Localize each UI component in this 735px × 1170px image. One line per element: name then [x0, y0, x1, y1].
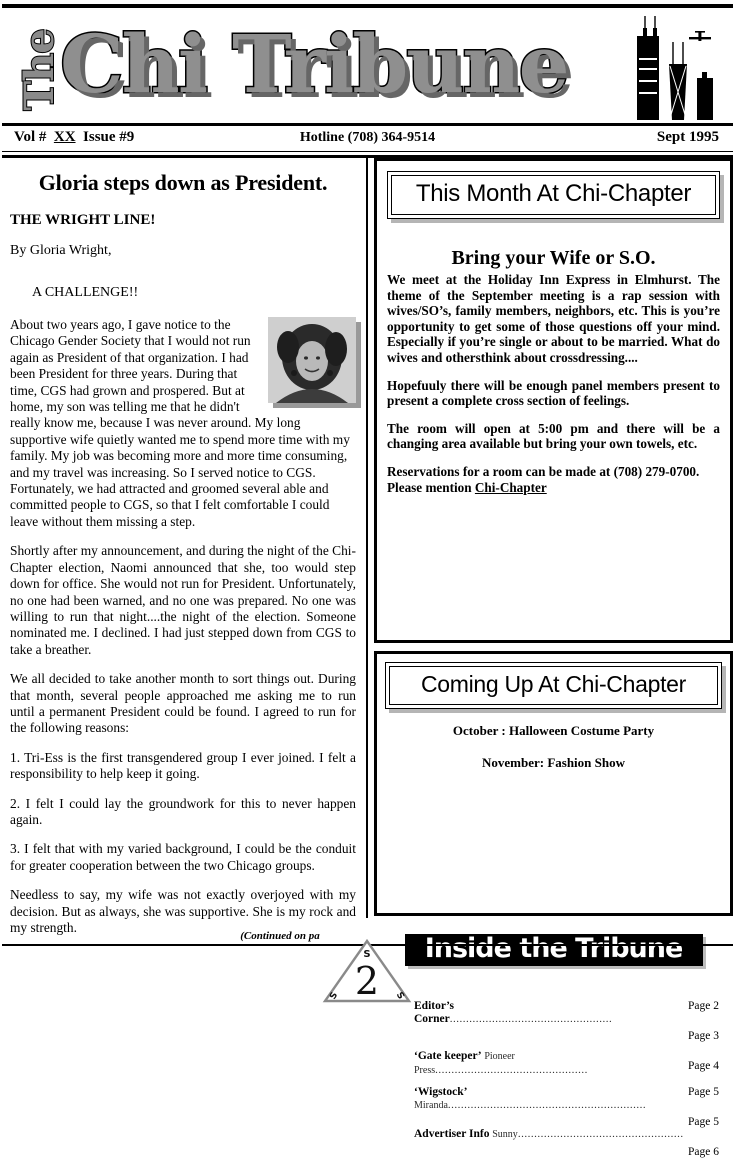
toc-title-cont: Miranda: [414, 1100, 448, 1112]
toc-leader: .............................................................: [447, 1099, 647, 1112]
issue-date: Sept 1995: [656, 129, 719, 145]
toc-entry-cont: [414, 1013, 612, 1025]
article-paragraph: Needless to say, my wife was not exactly overjoyed with my decision. But as always, she was supportive. She is my rock and my strength.: [10, 887, 356, 935]
photo-image: [268, 317, 356, 403]
masthead-the-word: The: [16, 29, 63, 111]
toc-title-cont: Corner: [414, 1013, 450, 1026]
this-month-banner: [387, 171, 720, 219]
coming-up-events: [383, 723, 724, 771]
toc-leader: ...............................................: [435, 1064, 588, 1077]
reservations-block: [385, 464, 722, 495]
toc-leader: ..................................................: [449, 1013, 613, 1026]
toc-page: Page 3: [688, 1030, 719, 1043]
portrait-photo: [268, 317, 356, 403]
article-paragraph: 2. I felt I could lay the groundwork for this to never happen again.: [10, 795, 356, 827]
byline: By Gloria Wright,: [10, 243, 112, 258]
article-paragraph: 3. I felt that with my varied background, I could be the conduit for greater cooperation between the two Chicago groups.: [10, 841, 356, 873]
coming-up-event: November: Fashion Show: [481, 755, 625, 770]
volume-bar: [2, 126, 733, 152]
right-column: [374, 158, 733, 1159]
mention-prefix: Please mention: [387, 479, 475, 495]
article-paragraph: 1. Tri-Ess is the first transgendered group I ever joined. I felt a responsibility to help keep it going.: [10, 749, 356, 782]
coming-up-banner: [385, 662, 722, 709]
svg-text:S: S: [363, 949, 371, 960]
left-column: [2, 158, 368, 935]
inside-title: Inside the Tribune: [405, 934, 703, 966]
masthead-title: Chi Tribune: [60, 17, 568, 111]
coming-up-event: October : Halloween Costume Party: [452, 723, 655, 738]
article-body: [10, 317, 356, 936]
this-month-paragraph: Hopefuuly there will be enough panel members present to present a complete cross section of feelings.: [387, 377, 720, 409]
airplane-icon: [689, 31, 711, 41]
article-paragraph: Shortly after my announcement, and during the night of the Chi-Chapter election, Naomi announced that she, too would step down for office. She would not run for President. Unfortunately, no one had been warned, and no one was prepared. No one was willing to run that night....the night of the election. Someone nominated me. I declined. I had just stepped down from CGS to take a breather.: [10, 543, 356, 657]
vol-label: Vol #: [14, 129, 47, 145]
toc-entry-title: [414, 1000, 454, 1012]
vol-number: XX: [53, 129, 76, 145]
toc-entry-cont: [414, 1064, 588, 1076]
chicago-skyline-icon: [619, 14, 727, 124]
toc-entry-title: [414, 1128, 684, 1140]
article-paragraph: About two years ago, I gave notice to the Chicago Gender Society that I would not run again as President of that organization. I had been President for three years. During that time, CGS had grown and prospered. But at home, my son was telling me that he didn't really know me, because I was never around. My long supportive wife quietly wanted me to spend more time with my family. My job was becoming more and more time consuming, and my travel was increasing. So I served notice to CGS. Fortunately, we had attracted and groomed several able and committed people to CGS, so that I felt comfortable I could leave without them missing a step.: [10, 317, 350, 529]
this-month-box: [374, 158, 733, 643]
toc-entry-title: [414, 1086, 467, 1098]
tri-ess-triangle-logo: [322, 938, 412, 1004]
continued-note: (Continued on pa: [240, 930, 320, 942]
toc-title-cont: Press: [414, 1065, 436, 1077]
reservations-line: Reservations for a room can be made at (708) 279-0700.: [387, 463, 700, 479]
svg-text:S: S: [328, 990, 341, 1002]
toc-page: Page 2: [688, 1000, 719, 1013]
toc-page: Page 6: [688, 1146, 719, 1159]
page-body: [2, 158, 733, 1159]
toc-page: Page 4: [688, 1060, 719, 1073]
toc-leader: ...................................................: [517, 1128, 684, 1141]
toc-entry-title: [414, 1050, 515, 1062]
masthead: [2, 4, 733, 126]
inside-the-tribune: [374, 934, 733, 1170]
toc-title: ‘Wigstock’: [414, 1086, 468, 1099]
toc-entry-cont: [414, 1099, 646, 1111]
chi-chapter-mention: Chi-Chapter: [474, 479, 547, 495]
article-kicker: A CHALLENGE!!: [32, 285, 139, 300]
coming-up-banner-label: Coming Up At Chi-Chapter: [389, 666, 718, 705]
column-name: THE WRIGHT LINE!: [10, 212, 156, 228]
hotline-text: Hotline (708) 364-9514: [299, 130, 436, 145]
this-month-paragraph: The room will open at 5:00 pm and there will be a changing area available but bring your own towels, etc.: [387, 420, 720, 452]
toc-author: Sunny: [492, 1129, 518, 1141]
article-paragraph: We all decided to take another month to sort things out. During that month, several people approached me asking me to run until a permanent President could be found. I agreed to run for the following reasons:: [10, 671, 356, 736]
this-month-body: [385, 272, 722, 495]
toc-page: Page 5: [688, 1116, 719, 1129]
issue-number: Issue #9: [83, 129, 135, 145]
toc-title: Editor’s: [414, 1000, 455, 1013]
this-month-paragraph: We meet at the Holiday Inn Express in Elmhurst. The theme of the September meeting is a rap session with wives/SO’s, family members, neighbors, etc. This is you’re opportunity to get some of those questions off your mind. Especially if you’re single or about to be married. What do wives and othersthink about crossdressing....: [387, 272, 720, 365]
toc-author: Pioneer: [484, 1051, 515, 1063]
this-month-subhead: Bring your Wife or S.O.: [451, 247, 656, 269]
page-title: Gloria steps down as President.: [38, 170, 328, 195]
svg-text:S: S: [393, 990, 406, 1002]
this-month-banner-label: This Month At Chi-Chapter: [391, 175, 716, 215]
coming-up-box: [374, 651, 733, 916]
toc-page: Page 5: [688, 1086, 719, 1099]
svg-text:2: 2: [354, 959, 380, 1003]
toc-title: ‘Gate keeper’: [414, 1050, 482, 1063]
toc-title: Advertiser Info: [414, 1128, 490, 1141]
table-of-contents: [414, 1000, 719, 1170]
